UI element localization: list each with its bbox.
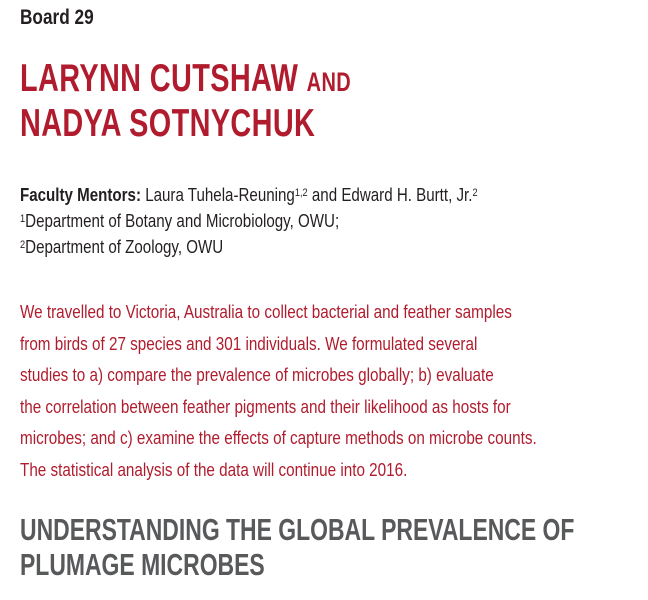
mentors-conjunction: and bbox=[311, 185, 338, 205]
abstract-line: the correlation between feather pigments and their likelihood as hosts for bbox=[20, 395, 511, 417]
board-number: Board 29 bbox=[20, 6, 94, 29]
abstract-line: from birds of 27 species and 301 individuals. We formulated several bbox=[20, 332, 478, 354]
affiliation-2 bbox=[20, 234, 478, 260]
mentors-label: Faculty Mentors: bbox=[20, 185, 141, 205]
affiliation-1 bbox=[20, 208, 478, 234]
abstract-line: microbes; and c) examine the effects of capture methods on microbe counts. bbox=[20, 427, 537, 448]
abstract-paragraph bbox=[20, 296, 537, 485]
abstract-line: The statistical analysis of the data will continue into 2016. bbox=[20, 458, 408, 480]
affiliation-1-text: Department of Botany and Microbiology, OWU; bbox=[25, 211, 340, 231]
mentor-1-superscript: 1,2 bbox=[294, 187, 308, 199]
mentor-2-name: Edward H. Burtt, Jr. bbox=[341, 185, 473, 205]
section-heading bbox=[20, 512, 574, 582]
affiliation-1-superscript: 1 bbox=[20, 213, 26, 225]
section-heading-line: UNDERSTANDING THE GLOBAL PREVALENCE OF bbox=[20, 512, 575, 547]
mentor-2-superscript: 2 bbox=[472, 187, 478, 199]
affiliation-2-text: Department of Zoology, OWU bbox=[25, 237, 224, 257]
affiliation-2-superscript: 2 bbox=[20, 239, 26, 251]
section-heading-line: PLUMAGE MICROBES bbox=[20, 547, 265, 582]
mentors-line bbox=[20, 182, 478, 208]
abstract-line: We travelled to Victoria, Australia to collect bacterial and feather samples bbox=[20, 301, 512, 322]
abstract-line: studies to a) compare the prevalence of microbes globally; b) evaluate bbox=[20, 364, 494, 385]
mentor-1-name: Laura Tuhela-Reuning bbox=[145, 185, 295, 205]
author-line-1 bbox=[20, 58, 351, 103]
faculty-mentors-block bbox=[20, 182, 478, 260]
author-names bbox=[20, 58, 351, 145]
author-name-2: NADYA SOTNYCHUK bbox=[20, 102, 316, 145]
author-conjunction: AND bbox=[306, 67, 352, 97]
author-name-1: LARYNN CUTSHAW bbox=[20, 57, 299, 100]
